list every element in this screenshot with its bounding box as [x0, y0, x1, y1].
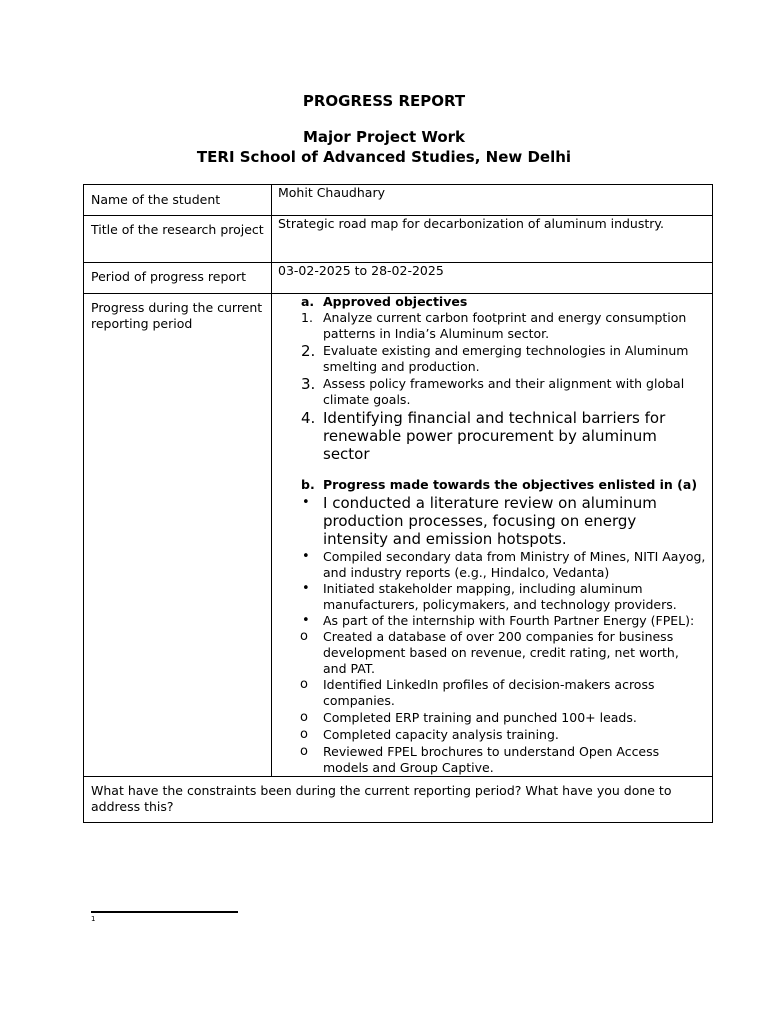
- internship-sub-item-1: [272, 629, 706, 677]
- subtitle-project-work: Major Project Work: [302, 128, 466, 146]
- progress-bullet-3: [272, 581, 706, 613]
- objective-number: 1.: [301, 310, 313, 325]
- progress-label: Progress during the current reporting period: [91, 300, 263, 331]
- internship-sub-item-5: [272, 744, 706, 776]
- objective-text: Analyze current carbon footprint and energy consumption patterns in India’s Aluminum sector.: [323, 310, 687, 341]
- bullet-icon: •: [302, 581, 310, 596]
- objective-item-3: [272, 376, 706, 408]
- table-row-report-period: [84, 263, 713, 294]
- subtitle-institution: TERI School of Advanced Studies, New Delhi: [196, 148, 572, 166]
- value-cell: [272, 185, 713, 216]
- internship-sub-item-3: [272, 710, 706, 726]
- section-a-marker: a.: [301, 294, 315, 309]
- section-b-title: Progress made towards the objectives enlisted in (a): [323, 477, 698, 492]
- table-row-progress: [84, 294, 713, 777]
- internship-sub-text: Identified LinkedIn profiles of decision-makers across companies.: [323, 677, 655, 708]
- progress-content-cell: [272, 294, 713, 777]
- progress-bullet-4: [272, 613, 706, 629]
- circle-bullet-icon: o: [300, 677, 308, 692]
- bullet-icon: •: [302, 613, 310, 628]
- student-name-label: Name of the student: [91, 192, 221, 207]
- progress-bullet-text: Compiled secondary data from Ministry of Mines, NITI Aayog, and industry reports (e.g., Hindalco, Vedanta): [323, 549, 706, 580]
- section-approved-objectives: [272, 294, 712, 463]
- objective-item-1: [272, 310, 706, 342]
- value-cell: [272, 263, 713, 294]
- student-name-value: Mohit Chaudhary: [278, 185, 385, 200]
- objective-number: 4.: [301, 409, 316, 427]
- label-cell: [84, 216, 272, 263]
- table-row-constraints: [84, 777, 713, 823]
- objective-number: 2.: [301, 342, 316, 360]
- progress-report-table: [83, 184, 713, 823]
- section-b-heading: [272, 477, 706, 493]
- progress-bullet-text: Initiated stakeholder mapping, including aluminum manufacturers, policymakers, and technology providers.: [323, 581, 677, 612]
- section-a-title: Approved objectives: [323, 294, 468, 309]
- report-period-value: 03-02-2025 to 28-02-2025: [278, 263, 444, 278]
- progress-bullet-text: I conducted a literature review on aluminum production processes, focusing on energy intensity and emission hotspots.: [323, 494, 657, 548]
- objective-text: Evaluate existing and emerging technologies in Aluminum smelting and production.: [323, 343, 689, 374]
- label-cell: [84, 185, 272, 216]
- circle-bullet-icon: o: [300, 744, 308, 759]
- research-title-label: Title of the research project: [91, 222, 264, 237]
- footnote-mark: 1: [91, 915, 96, 923]
- section-a-heading: [272, 294, 706, 310]
- footnote-separator: [91, 911, 238, 913]
- section-progress-made: [272, 477, 712, 776]
- research-title-value: Strategic road map for decarbonization of aluminum industry.: [278, 216, 664, 231]
- value-cell: [272, 216, 713, 263]
- table-row-student-name: [84, 185, 713, 216]
- objective-item-4: [272, 409, 706, 463]
- objective-number: 3.: [301, 375, 316, 393]
- bullet-icon: •: [302, 549, 310, 564]
- circle-bullet-icon: o: [300, 629, 308, 644]
- bullet-icon: •: [302, 495, 310, 510]
- internship-sub-item-2: [272, 677, 706, 709]
- progress-bullet-2: [272, 549, 706, 581]
- circle-bullet-icon: o: [300, 727, 308, 742]
- table-row-research-title: [84, 216, 713, 263]
- constraints-cell: [84, 777, 713, 823]
- objective-text: Identifying financial and technical barriers for renewable power procurement by aluminum sector: [323, 409, 666, 463]
- internship-sub-item-4: [272, 727, 706, 743]
- report-period-label: Period of progress report: [91, 269, 247, 284]
- label-cell: [84, 263, 272, 294]
- progress-bullet-1: [272, 494, 706, 548]
- internship-sub-text: Completed capacity analysis training.: [323, 727, 559, 742]
- constraints-question: What have the constraints been during the current reporting period? What have you done to address this?: [91, 783, 672, 814]
- internship-sub-text: Completed ERP training and punched 100+ leads.: [323, 710, 637, 725]
- internship-sub-text: Reviewed FPEL brochures to understand Open Access models and Group Captive.: [323, 744, 660, 775]
- objective-text: Assess policy frameworks and their alignment with global climate goals.: [323, 376, 685, 407]
- page-title: PROGRESS REPORT: [302, 92, 466, 110]
- section-b-marker: b.: [301, 477, 315, 492]
- internship-sub-text: Created a database of over 200 companies for business development based on revenue, credit rating, net worth, and PAT.: [323, 629, 679, 676]
- label-cell: [84, 294, 272, 777]
- progress-bullet-text: As part of the internship with Fourth Partner Energy (FPEL):: [323, 613, 695, 628]
- objective-item-2: [272, 343, 706, 375]
- circle-bullet-icon: o: [300, 710, 308, 725]
